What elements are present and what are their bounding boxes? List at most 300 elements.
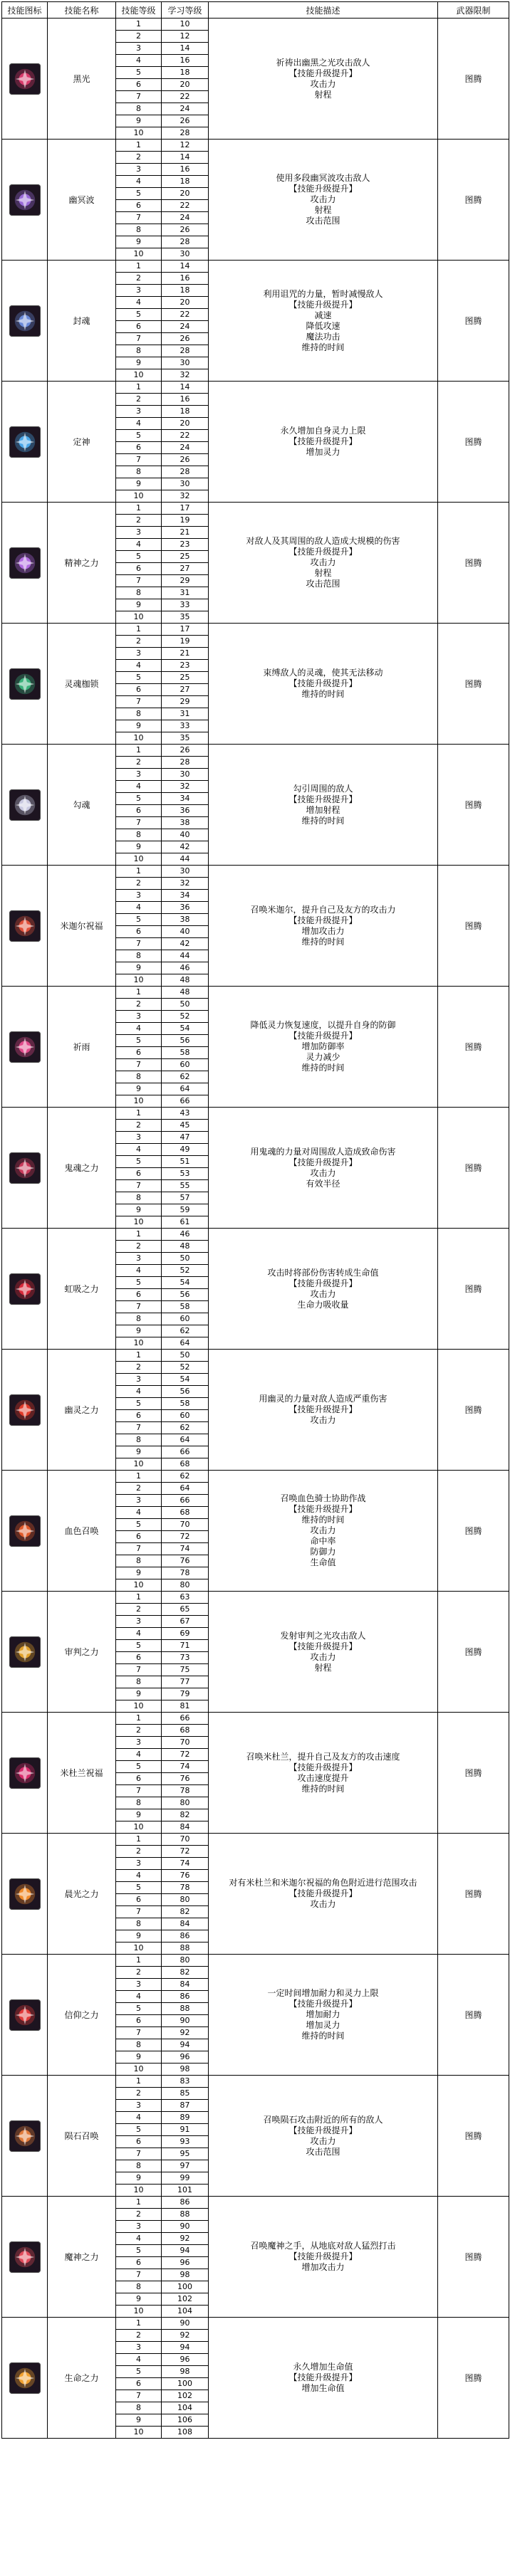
learn-level: 14 <box>162 43 209 55</box>
skill-level: 3 <box>116 2100 162 2112</box>
learn-level: 66 <box>162 1095 209 1108</box>
description-line: 增加防御率 <box>301 1041 345 1051</box>
skill-level: 8 <box>116 708 162 720</box>
skill-level: 8 <box>116 829 162 841</box>
weapon-limit: 图腾 <box>438 1592 509 1713</box>
learn-level: 29 <box>162 696 209 708</box>
skill-level: 8 <box>116 103 162 115</box>
skill-level: 5 <box>116 2003 162 2015</box>
description-line: 增加耐力 <box>306 2009 340 2019</box>
learn-level: 96 <box>162 2051 209 2064</box>
skill-icon-cell <box>2 1713 48 1834</box>
learn-level: 16 <box>162 273 209 285</box>
description-line: 攻击力 <box>310 78 336 89</box>
table-row <box>2 866 509 878</box>
table-row <box>2 503 509 515</box>
learn-level: 14 <box>162 261 209 273</box>
skill-level: 6 <box>116 442 162 454</box>
learn-level: 104 <box>162 2306 209 2318</box>
skill-level: 3 <box>116 1253 162 1265</box>
description-line: 利用诅咒的力量，暂时减慢敌人 <box>263 288 383 299</box>
description-line: 降低灵力恢复速度，以提升自身的防御 <box>250 1020 396 1030</box>
description-line: 增加攻击力 <box>301 2262 345 2272</box>
blood-summon-icon <box>9 1515 41 1547</box>
skill-level: 4 <box>116 2112 162 2124</box>
skill-name: 精神之力 <box>48 503 116 624</box>
skill-level: 10 <box>116 369 162 382</box>
description-line: 维持的时间 <box>301 1515 345 1525</box>
skill-level: 5 <box>116 1277 162 1289</box>
skill-level: 1 <box>116 624 162 636</box>
skill-level: 1 <box>116 1955 162 1967</box>
skill-level: 5 <box>116 2366 162 2378</box>
skill-level: 6 <box>116 1894 162 1906</box>
learn-level: 70 <box>162 1519 209 1531</box>
skill-level: 7 <box>116 1301 162 1313</box>
skill-level: 9 <box>116 2172 162 2185</box>
learn-level: 40 <box>162 829 209 841</box>
skill-description <box>209 1592 438 1713</box>
learn-level: 43 <box>162 1108 209 1120</box>
skill-level: 3 <box>116 648 162 660</box>
learn-level: 53 <box>162 1168 209 1180</box>
faith-power-icon <box>9 1999 41 2031</box>
skill-level: 5 <box>116 914 162 926</box>
learn-level: 28 <box>162 345 209 357</box>
weapon-limit: 图腾 <box>438 2076 509 2197</box>
learn-level: 60 <box>162 1059 209 1071</box>
learn-level: 99 <box>162 2172 209 2185</box>
skill-name: 审判之力 <box>48 1592 116 1713</box>
skill-level: 4 <box>116 1749 162 1761</box>
skill-level: 10 <box>116 853 162 866</box>
table-row <box>2 987 509 999</box>
learn-level: 80 <box>162 1955 209 1967</box>
learn-level: 79 <box>162 1688 209 1700</box>
description-line: 灵力减少 <box>306 1052 340 1062</box>
description-line: 永久增加生命值 <box>293 2362 353 2372</box>
learn-level: 34 <box>162 793 209 805</box>
skill-level: 3 <box>116 1495 162 1507</box>
skill-level: 7 <box>116 2390 162 2402</box>
description-line: 一定时间增加耐力和灵力上限 <box>267 1988 379 1998</box>
description-line: 【技能升级提升】 <box>288 1504 358 1514</box>
skill-name: 幽冥波 <box>48 140 116 261</box>
learn-level: 84 <box>162 1821 209 1834</box>
skill-description <box>209 1108 438 1229</box>
learn-level: 94 <box>162 2342 209 2354</box>
skill-level: 7 <box>116 1664 162 1676</box>
learn-level: 30 <box>162 357 209 369</box>
learn-level: 64 <box>162 1434 209 1446</box>
skill-level: 6 <box>116 684 162 696</box>
skill-level: 7 <box>116 1785 162 1797</box>
skill-name: 陨石召唤 <box>48 2076 116 2197</box>
description-line: 攻击范围 <box>306 216 340 226</box>
learn-level: 68 <box>162 1507 209 1519</box>
skill-level: 5 <box>116 309 162 321</box>
learn-level: 54 <box>162 1374 209 1386</box>
skill-level: 8 <box>116 1918 162 1930</box>
learn-level: 77 <box>162 1676 209 1688</box>
learn-level: 52 <box>162 1011 209 1023</box>
skill-level: 4 <box>116 902 162 914</box>
learn-level: 72 <box>162 1749 209 1761</box>
learn-level: 26 <box>162 333 209 345</box>
skill-level: 2 <box>116 757 162 769</box>
skill-level: 7 <box>116 2269 162 2281</box>
skill-level: 5 <box>116 793 162 805</box>
skill-level: 10 <box>116 1579 162 1592</box>
skill-description <box>209 19 438 140</box>
skill-level: 1 <box>116 1108 162 1120</box>
learn-level: 59 <box>162 1204 209 1216</box>
learn-level: 81 <box>162 1700 209 1713</box>
skill-level: 4 <box>116 418 162 430</box>
skill-name: 米迦尔祝福 <box>48 866 116 987</box>
skill-level: 6 <box>116 1047 162 1059</box>
learn-level: 24 <box>162 212 209 224</box>
description-line: 攻击力 <box>310 2135 336 2146</box>
skill-level: 8 <box>116 2281 162 2293</box>
skill-level: 2 <box>116 2088 162 2100</box>
learn-level: 30 <box>162 248 209 261</box>
learn-level: 44 <box>162 853 209 866</box>
skill-description <box>209 1229 438 1350</box>
learn-level: 92 <box>162 2027 209 2039</box>
learn-level: 36 <box>162 805 209 817</box>
weapon-limit: 图腾 <box>438 261 509 382</box>
learn-level: 62 <box>162 1325 209 1337</box>
spirit-power-icon <box>9 547 41 579</box>
description-line: 【技能升级提升】 <box>288 1157 358 1167</box>
learn-level: 38 <box>162 914 209 926</box>
skill-level: 2 <box>116 999 162 1011</box>
weapon-limit: 图腾 <box>438 2318 509 2439</box>
skill-level: 4 <box>116 539 162 551</box>
dark-wave-icon <box>9 184 41 216</box>
skill-level: 3 <box>116 1737 162 1749</box>
learn-level: 42 <box>162 841 209 853</box>
learn-level: 82 <box>162 1967 209 1979</box>
learn-level: 94 <box>162 2245 209 2257</box>
learn-level: 50 <box>162 999 209 1011</box>
skill-level: 6 <box>116 563 162 575</box>
learn-level: 72 <box>162 1531 209 1543</box>
learn-level: 23 <box>162 660 209 672</box>
shadow-orb-icon <box>9 63 41 95</box>
learn-level: 22 <box>162 91 209 103</box>
description-line: 对有米杜兰和米迦尔祝福的角色附近进行范围攻击 <box>229 1878 417 1888</box>
description-line: 勾引周围的敌人 <box>293 783 353 794</box>
learn-level: 26 <box>162 454 209 466</box>
skill-level: 6 <box>116 79 162 91</box>
learn-level: 74 <box>162 1761 209 1773</box>
skill-level: 6 <box>116 1410 162 1422</box>
skill-level: 10 <box>116 1942 162 1955</box>
skill-level: 4 <box>116 1991 162 2003</box>
description-line: 用鬼魂的力量对周围敌人造成致命伤害 <box>250 1146 396 1157</box>
skill-level: 10 <box>116 1216 162 1229</box>
learn-level: 54 <box>162 1023 209 1035</box>
learn-level: 19 <box>162 636 209 648</box>
weapon-limit: 图腾 <box>438 624 509 745</box>
learn-level: 47 <box>162 1132 209 1144</box>
skill-description <box>209 745 438 866</box>
skill-name: 祈雨 <box>48 987 116 1108</box>
description-line: 攻击力 <box>310 557 336 567</box>
skill-level: 4 <box>116 1507 162 1519</box>
learn-level: 100 <box>162 2281 209 2293</box>
skill-icon-cell <box>2 261 48 382</box>
skill-level: 4 <box>116 1628 162 1640</box>
skill-level: 8 <box>116 466 162 478</box>
learn-level: 38 <box>162 817 209 829</box>
learn-level: 66 <box>162 1495 209 1507</box>
skill-icon-cell <box>2 140 48 261</box>
skill-name: 勾魂 <box>48 745 116 866</box>
skill-level: 4 <box>116 55 162 67</box>
skill-level: 3 <box>116 285 162 297</box>
skill-name: 魔神之力 <box>48 2197 116 2318</box>
learn-level: 16 <box>162 164 209 176</box>
learn-level: 18 <box>162 285 209 297</box>
learn-level: 44 <box>162 950 209 962</box>
skill-level: 6 <box>116 1531 162 1543</box>
skill-level: 8 <box>116 2402 162 2414</box>
learn-level: 30 <box>162 478 209 490</box>
soul-chain-icon <box>9 668 41 700</box>
skill-level: 9 <box>116 357 162 369</box>
skill-level: 7 <box>116 1906 162 1918</box>
skill-level: 9 <box>116 962 162 974</box>
weapon-limit: 图腾 <box>438 987 509 1108</box>
learn-level: 10 <box>162 19 209 31</box>
skill-level: 1 <box>116 1834 162 1846</box>
skill-level: 8 <box>116 2160 162 2172</box>
skill-name: 生命之力 <box>48 2318 116 2439</box>
learn-level: 31 <box>162 587 209 599</box>
learn-level: 78 <box>162 1567 209 1579</box>
skill-description <box>209 1471 438 1592</box>
skill-level: 2 <box>116 1725 162 1737</box>
learn-level: 56 <box>162 1386 209 1398</box>
learn-level: 95 <box>162 2148 209 2160</box>
learn-level: 83 <box>162 2076 209 2088</box>
learn-level: 85 <box>162 2088 209 2100</box>
weapon-limit: 图腾 <box>438 1229 509 1350</box>
table-row <box>2 1108 509 1120</box>
description-line: 攻击力 <box>310 1651 336 1662</box>
description-line: 使用多段幽冥波攻击敌人 <box>276 173 370 183</box>
skill-level: 1 <box>116 2076 162 2088</box>
learn-level: 17 <box>162 503 209 515</box>
skill-icon-cell <box>2 1229 48 1350</box>
learn-level: 87 <box>162 2100 209 2112</box>
skill-level: 5 <box>116 1882 162 1894</box>
table-row <box>2 19 509 31</box>
description-line: 【技能升级提升】 <box>288 794 358 804</box>
learn-level: 52 <box>162 1362 209 1374</box>
skill-level: 8 <box>116 587 162 599</box>
skill-level: 2 <box>116 394 162 406</box>
skill-level: 9 <box>116 478 162 490</box>
description-line: 【技能升级提升】 <box>288 299 358 310</box>
skill-level: 6 <box>116 1652 162 1664</box>
skill-level: 5 <box>116 551 162 563</box>
weapon-limit: 图腾 <box>438 1350 509 1471</box>
skill-level: 9 <box>116 1446 162 1458</box>
header-level: 技能等级 <box>116 2 162 19</box>
skill-name: 血色召唤 <box>48 1471 116 1592</box>
learn-level: 76 <box>162 1870 209 1882</box>
learn-level: 22 <box>162 200 209 212</box>
description-line: 维持的时间 <box>301 2031 345 2041</box>
description-line: 召唤米迦尔，提升自己及友方的攻击力 <box>250 904 396 915</box>
skill-level: 3 <box>116 890 162 902</box>
skill-level: 4 <box>116 1870 162 1882</box>
description-line: 祈祷出幽黑之光攻击敌人 <box>276 57 370 68</box>
mikhail-blessing-icon <box>9 1757 41 1789</box>
description-line: 攻击力 <box>310 1525 336 1535</box>
table-row <box>2 261 509 273</box>
learn-level: 74 <box>162 1858 209 1870</box>
skill-level: 7 <box>116 938 162 950</box>
skill-level: 6 <box>116 2257 162 2269</box>
skill-level: 8 <box>116 1071 162 1083</box>
skill-level: 1 <box>116 1229 162 1241</box>
skill-level: 1 <box>116 19 162 31</box>
learn-level: 45 <box>162 1120 209 1132</box>
learn-level: 104 <box>162 2402 209 2414</box>
skill-level: 9 <box>116 1567 162 1579</box>
learn-level: 86 <box>162 1930 209 1942</box>
skill-icon-cell <box>2 2318 48 2439</box>
skill-level: 8 <box>116 224 162 236</box>
description-line: 召唤魔神之手，从地底对敌人猛烈打击 <box>250 2241 396 2251</box>
learn-level: 32 <box>162 369 209 382</box>
description-line: 增加灵力 <box>306 2020 340 2030</box>
description-line: 有效半径 <box>306 1178 340 1189</box>
skill-level: 2 <box>116 2330 162 2342</box>
learn-level: 67 <box>162 1616 209 1628</box>
description-line: 攻击力 <box>310 1415 336 1425</box>
learn-level: 89 <box>162 2112 209 2124</box>
description-line: 减速 <box>314 310 332 320</box>
learn-level: 90 <box>162 2221 209 2233</box>
learn-level: 61 <box>162 1216 209 1229</box>
description-line: 【技能升级提升】 <box>288 1278 358 1288</box>
learn-level: 24 <box>162 103 209 115</box>
skill-level: 2 <box>116 1362 162 1374</box>
skill-level: 6 <box>116 321 162 333</box>
skill-description <box>209 1350 438 1471</box>
learn-level: 73 <box>162 1652 209 1664</box>
skill-name: 幽灵之力 <box>48 1350 116 1471</box>
skill-level: 1 <box>116 140 162 152</box>
skill-level: 9 <box>116 1688 162 1700</box>
skill-level: 3 <box>116 1979 162 1991</box>
skill-level: 1 <box>116 745 162 757</box>
learn-level: 16 <box>162 55 209 67</box>
learn-level: 34 <box>162 890 209 902</box>
skill-level: 9 <box>116 2414 162 2427</box>
learn-level: 25 <box>162 551 209 563</box>
skill-level: 10 <box>116 2064 162 2076</box>
skill-level: 3 <box>116 1374 162 1386</box>
description-line: 增加射程 <box>306 804 340 815</box>
skill-level: 2 <box>116 1604 162 1616</box>
learn-level: 48 <box>162 1241 209 1253</box>
skill-level: 10 <box>116 490 162 503</box>
learn-level: 35 <box>162 732 209 745</box>
table-row <box>2 140 509 152</box>
learn-level: 69 <box>162 1628 209 1640</box>
description-line: 【技能升级提升】 <box>288 2251 358 2261</box>
skill-level: 4 <box>116 1023 162 1035</box>
skill-description <box>209 1955 438 2076</box>
skill-level: 1 <box>116 1592 162 1604</box>
skill-level: 6 <box>116 2136 162 2148</box>
skill-level: 10 <box>116 1700 162 1713</box>
skill-level: 5 <box>116 2124 162 2136</box>
learn-level: 66 <box>162 1713 209 1725</box>
description-line: 对敌人及其周围的敌人造成大规模的伤害 <box>246 536 400 546</box>
skill-level: 3 <box>116 406 162 418</box>
weapon-limit: 图腾 <box>438 866 509 987</box>
skill-name: 晨光之力 <box>48 1834 116 1955</box>
skill-level: 7 <box>116 1059 162 1071</box>
learn-level: 21 <box>162 648 209 660</box>
learn-level: 88 <box>162 2003 209 2015</box>
skill-level: 8 <box>116 1555 162 1567</box>
skill-level: 8 <box>116 345 162 357</box>
learn-level: 90 <box>162 2015 209 2027</box>
description-line: 攻击速度提升 <box>297 1772 349 1783</box>
skill-icon-cell <box>2 2076 48 2197</box>
skill-level: 10 <box>116 248 162 261</box>
learn-level: 46 <box>162 962 209 974</box>
learn-level: 24 <box>162 321 209 333</box>
table-row <box>2 1592 509 1604</box>
learn-level: 22 <box>162 430 209 442</box>
skill-level: 9 <box>116 2051 162 2064</box>
learn-level: 94 <box>162 2039 209 2051</box>
skill-level: 2 <box>116 636 162 648</box>
judgment-icon <box>9 1636 41 1668</box>
description-line: 召唤血色骑士协助作战 <box>280 1493 366 1503</box>
learn-level: 96 <box>162 2354 209 2366</box>
learn-level: 108 <box>162 2427 209 2439</box>
skill-level: 10 <box>116 1458 162 1471</box>
learn-level: 20 <box>162 79 209 91</box>
learn-level: 76 <box>162 1773 209 1785</box>
learn-level: 60 <box>162 1410 209 1422</box>
description-line: 【技能升级提升】 <box>288 184 358 194</box>
skill-level: 2 <box>116 1120 162 1132</box>
skill-level: 7 <box>116 817 162 829</box>
skill-level: 4 <box>116 176 162 188</box>
table-row <box>2 1229 509 1241</box>
skill-level: 7 <box>116 575 162 587</box>
dawn-power-icon <box>9 1878 41 1910</box>
skill-level: 2 <box>116 273 162 285</box>
learn-level: 74 <box>162 1543 209 1555</box>
skill-icon-cell <box>2 382 48 503</box>
skill-level: 4 <box>116 1265 162 1277</box>
learn-level: 55 <box>162 1180 209 1192</box>
learn-level: 91 <box>162 2124 209 2136</box>
